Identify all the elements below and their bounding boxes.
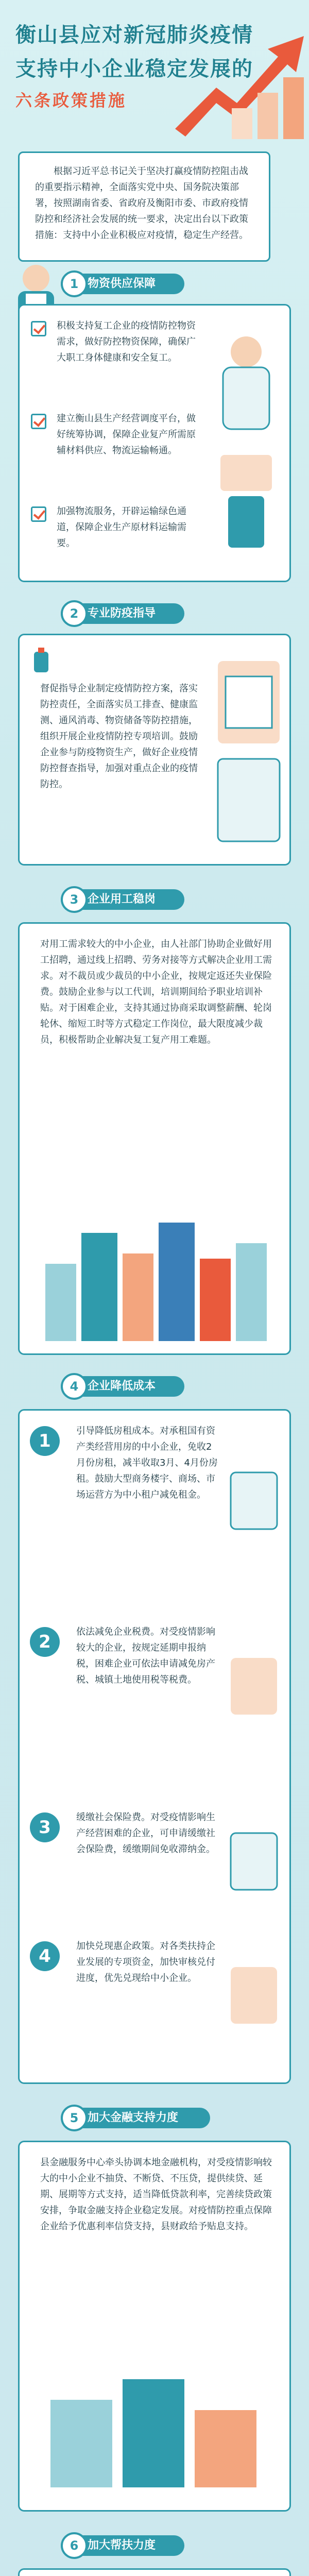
item-number-2: 2: [30, 1627, 60, 1657]
hero-banner: [0, 0, 309, 155]
section-6-title: 加大帮扶力度: [61, 2535, 184, 2556]
section-3-header: [0, 886, 309, 913]
section-1-item-3: 加强物流服务，开辟运输绿色通道，保障企业生产原材料运输需要。: [57, 506, 186, 549]
section-6-card: [18, 2568, 291, 2576]
section-4-header: [0, 1373, 309, 1400]
section-4-item-1: 引导降低房租成本。对承租国有资产类经营用房的中小企业，免收2月份房租，减半收取3月、4月份房租。鼓励大型商务楼宇、商场、市场运营方为中小租户减免租金。: [76, 1426, 218, 1500]
section-1-title: 物资供应保障: [61, 274, 184, 294]
checkbox-icon: [31, 414, 46, 429]
title-line-1: 衡山县应对新冠肺炎疫情: [15, 23, 253, 47]
section-2-header: [0, 600, 309, 627]
city-buildings-illustration: [40, 1212, 272, 1341]
section-5-header: [0, 2105, 309, 2131]
section-1-item-1: 积极支持复工企业的疫情防控物资需求，做好防控物资保障，确保广大职工身体健康和安全复工。: [57, 320, 196, 363]
section-3-title: 企业用工稳岗: [61, 889, 184, 910]
section-4-card: [18, 1409, 291, 2084]
section-1-number: 1: [61, 270, 88, 297]
factory-worker-illustration: [213, 656, 285, 852]
section-2-number: 2: [61, 600, 88, 627]
title-line-2: 支持中小企业稳定发展的: [15, 57, 253, 81]
section-3-number: 3: [61, 886, 88, 913]
section-5-number: 5: [61, 2105, 88, 2131]
medical-staff-illustration: [210, 321, 282, 563]
finance-illustration: [40, 2359, 272, 2498]
checkbox-icon: [31, 321, 46, 336]
section-3-text: 对用工需求较大的中小企业，由人社部门协助企业做好用工招聘，通过线上招聘、劳务对接等方式解决企业用工需求。对不裁员或少裁员的中小企业，按规定返还失业保险费。鼓励企业参与以工代训，培训期间给予职业培训补贴。对于困难企业，支持其通过协商采取调整薪酬、轮岗轮休、缩短工时等方式稳定工作岗位，最大限度减少裁员，积极帮助企业解决复工复产用工难题。: [40, 939, 272, 1045]
section-6-number: 6: [61, 2532, 88, 2559]
checkbox-icon: [31, 506, 46, 522]
section-2-card: [18, 634, 291, 866]
section-1-card: [18, 304, 291, 582]
section-5-title: 加大金融支持力度: [61, 2108, 210, 2128]
section-5-text: 县金融服务中心牵头协调本地金融机构，对受疫情影响较大的中小企业不抽贷、不断贷、不压贷，提供续贷、延期、展期等方式支持，适当降低贷款利率，完善续贷政策安排，争取金融支持企业稳定发展。对疫情防控重点保障企业给予优惠利率信贷支持，县财政给予贴息支持。: [40, 2157, 272, 2232]
section-5-card: [18, 2141, 291, 2512]
section-4-title: 企业降低成本: [61, 1376, 184, 1397]
disinfection-icon: [26, 646, 57, 676]
section-6-header: [0, 2532, 309, 2559]
item-number-4: 4: [30, 1941, 60, 1971]
section-2-title: 专业防疫指导: [61, 603, 184, 624]
intro-card: [18, 151, 270, 262]
section-3-card: [18, 922, 291, 1355]
cost-reduction-illustrations: [226, 1431, 282, 2060]
section-1-header: [0, 270, 309, 297]
intro-text: 根据习近平总书记关于坚决打赢疫情防控阻击战的重要指示精神，全面落实党中央、国务院决策部署，按照湖南省委、省政府及衡阳市委、市政府疫情防控和经济社会发展的统一要求，决定出台以下政策措施：支持中小企业积极应对疫情，稳定生产经营。: [35, 166, 248, 241]
item-number-3: 3: [30, 1812, 60, 1842]
section-4-number: 4: [61, 1373, 88, 1400]
title-line-3: 六条政策措施: [15, 91, 127, 110]
section-1-item-2: 建立衡山县生产经营调度平台，做好统筹协调，保障企业复产所需原辅材料供应、物流运输畅通。: [57, 413, 196, 456]
section-2-text: 督促指导企业制定疫情防控方案，落实防控责任，全面落实员工排查、健康监测、通风消毒、物资储备等防控措施，组织开展企业疫情防控专项培训。鼓励企业参与防疫物资生产，做好企业疫情防控督查指导，加强对重点企业的疫情防控。: [40, 683, 198, 790]
section-4-item-3: 缓缴社会保险费。对受疫情影响生产经营困难的企业，可申请缓缴社会保险费，缓缴期间免收滞纳金。: [76, 1812, 215, 1855]
item-number-1: 1: [30, 1426, 60, 1456]
section-4-item-2: 依法减免企业税费。对受疫情影响较大的企业，按规定延期申报纳税，困难企业可依法申请减免房产税、城镇土地使用税等税费。: [76, 1626, 215, 1685]
section-4-item-4: 加快兑现惠企政策。对各类扶持企业发展的专项资金，加快审核兑付进度，优先兑现给中小企业。: [76, 1941, 215, 1984]
